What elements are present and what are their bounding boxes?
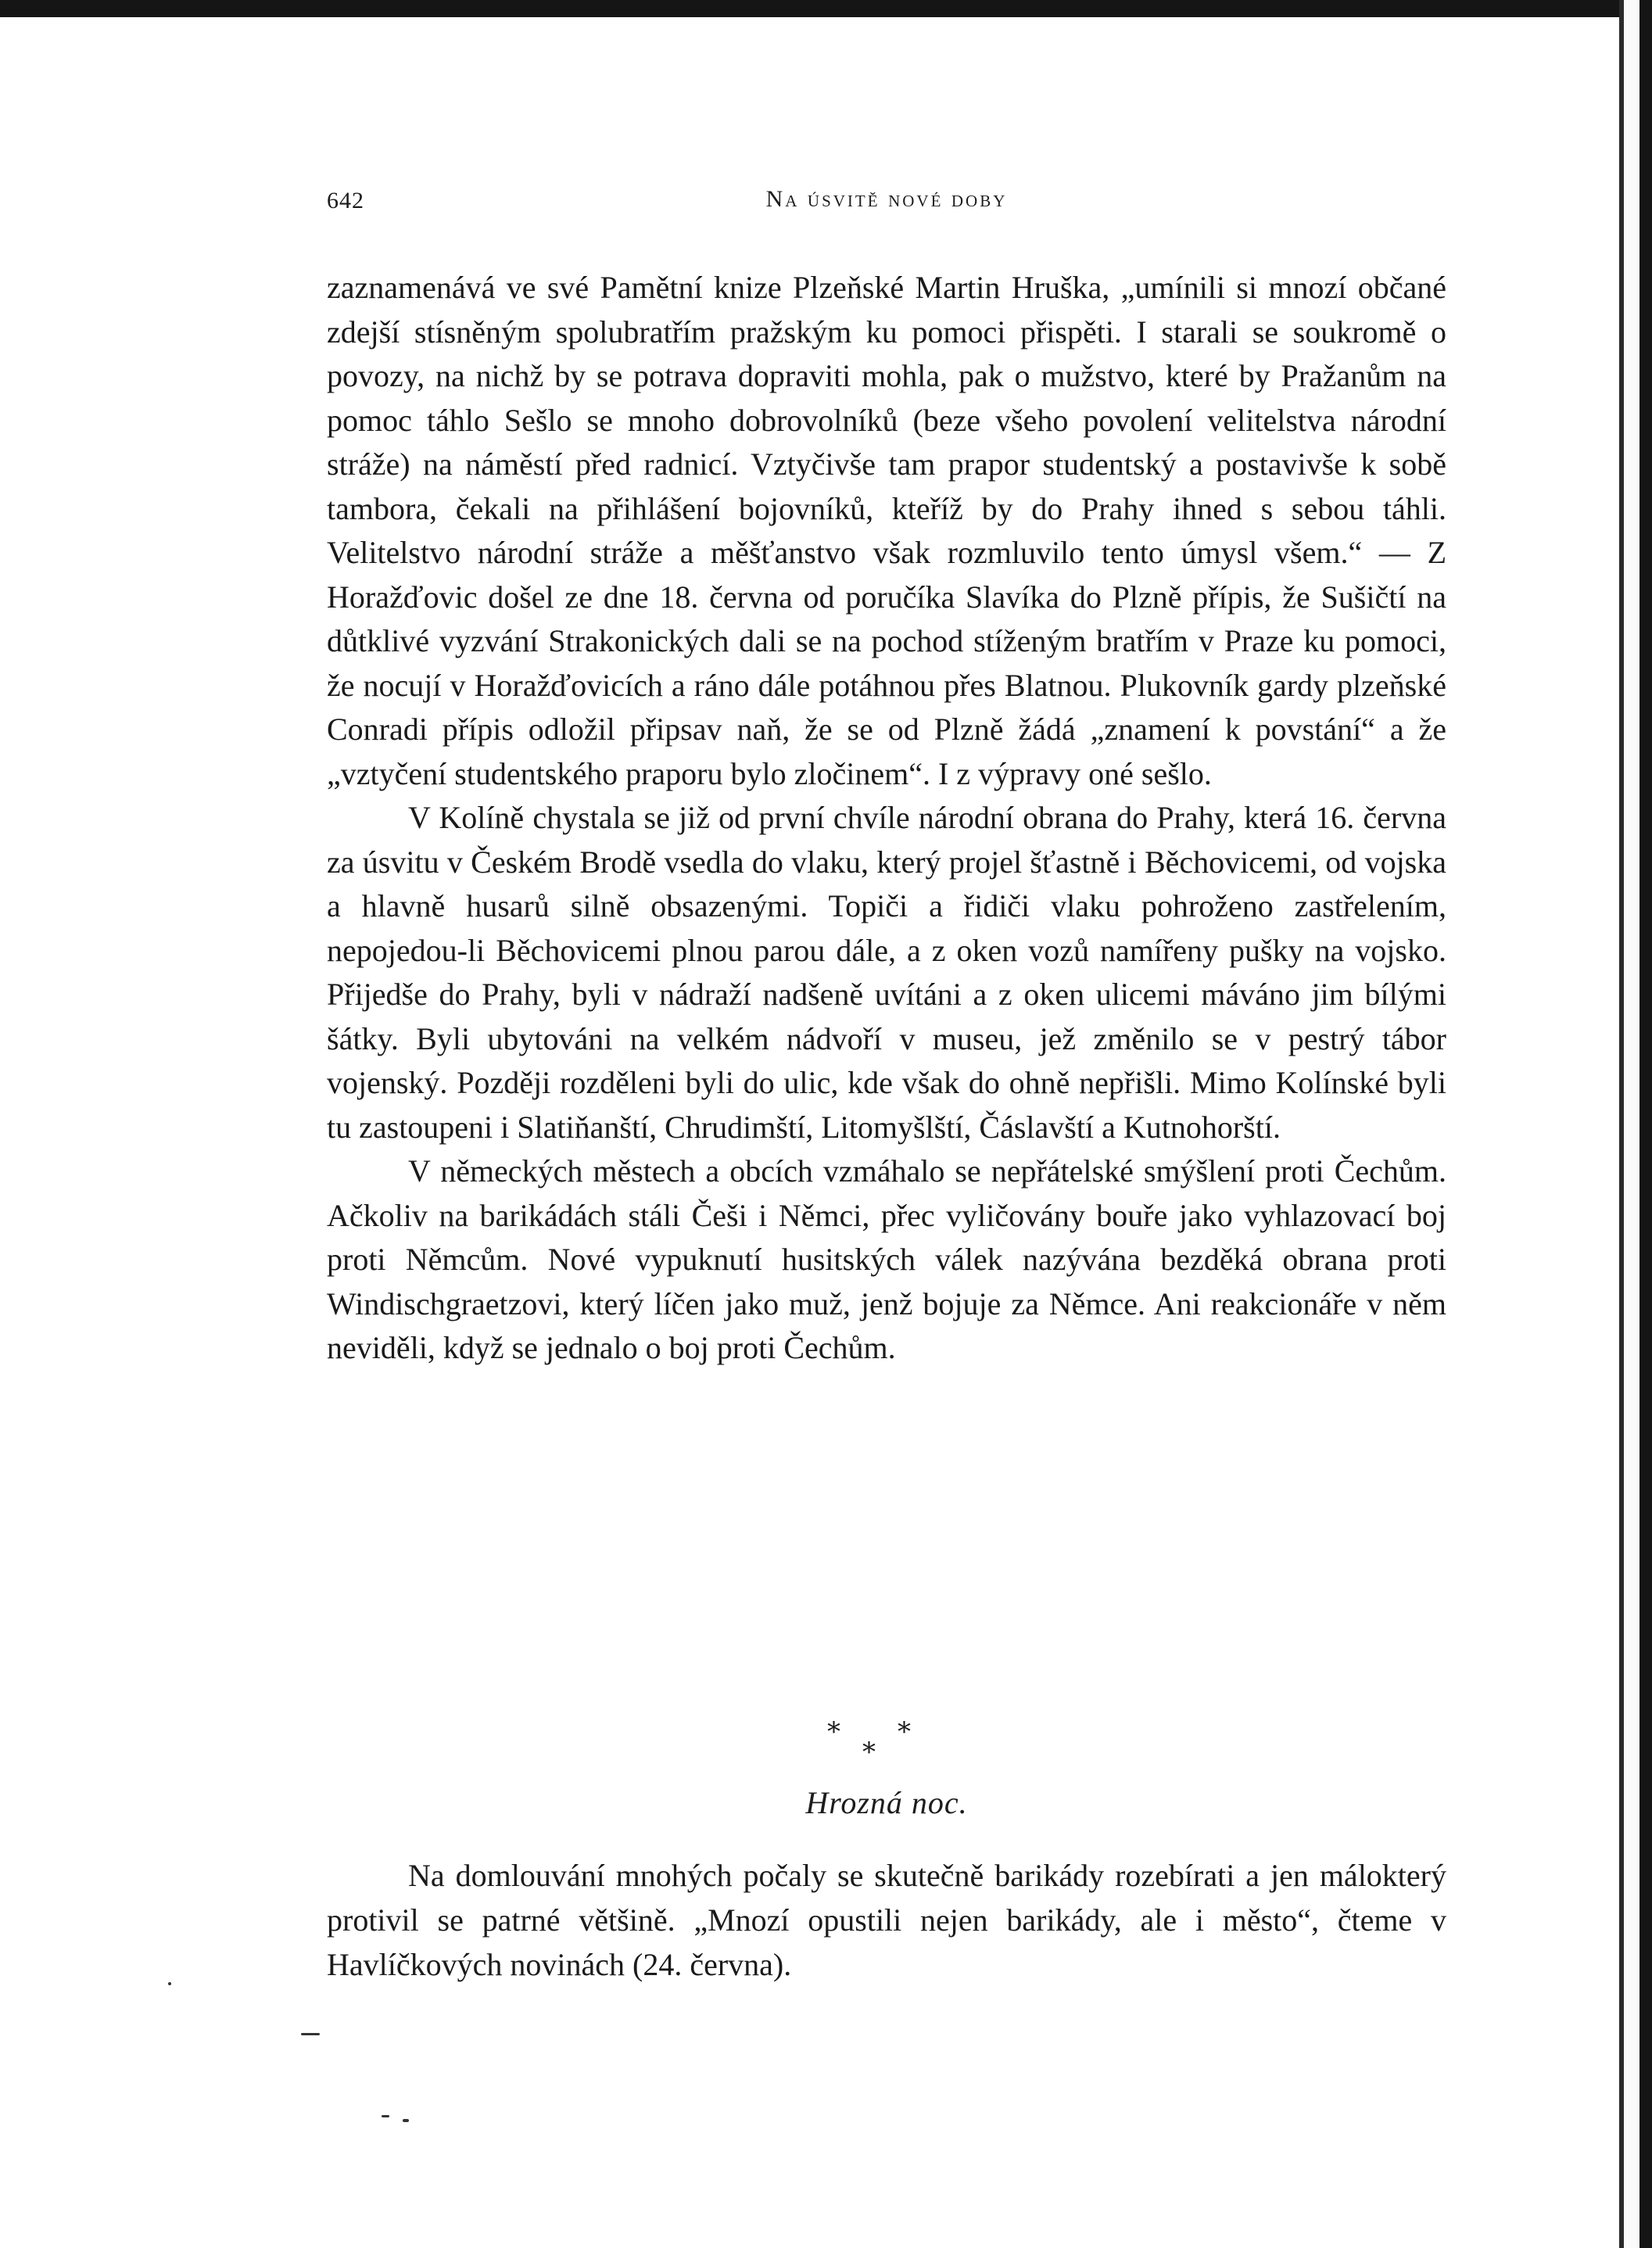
scan-gap-right [1624,0,1639,2248]
section-text [327,1853,1446,1987]
separator-star: * [862,1737,876,1768]
page-header [327,188,1446,227]
paragraph-2: V Kolíně chystala se již od první chvíle národní obrana do Prahy, která 16. června za úsvitu v Českém Brodě vsedla do vlaku, který projel šťastně i Běchovicemi, od vojska a hlavně husarů silně obsazenými. Topiči a řidiči vlaku pohroženo zastřelením, nepojedou-li Běchovicemi plnou parou dále, a z oken vozů namířeny pušky na vojsko. Přijedše do Prahy, byli v nádraží nadšeně uvítáni a z oken ulicemi máváno jim bílými šátky. Byli ubytováni na velkém nádvoří v museu, jež změnilo se v pestrý tábor vojenský. Později rozděleni byli do ulic, kde však do ohně nepřišli. Mimo Kolínské byli tu zastoupeni i Slatiňanští, Chrudimští, Litomyšlští, Čáslavští a Kutnohorští. [327,800,1446,1145]
main-text [327,266,1446,1371]
separator-star: * [898,1716,911,1748]
section-separator [805,1716,946,1768]
scan-edge-right-inner [1619,0,1624,2248]
scan-edge-top [0,0,1652,17]
running-title: Na úsvitě nové doby [765,186,1008,212]
page-number: 642 [327,188,364,213]
section-heading: Hrozná noc. [805,1785,968,1820]
paragraph-3: V německých městech a obcích vzmáhalo se nepřátelské smýšlení proti Čechům. Ačkoliv na barikádách stáli Češi i Němci, přec vyličovány bouře jako vyhlazovací boj proti Němcům. Nové vypuknutí husitských válek nazývána bezděká obrana proti Windischgraetzovi, který líčen jako muž, jenž bojuje za Němce. Ani reakcionáře v něm neviděli, když se jednalo o boj proti Čechům. [327,1153,1446,1365]
scan-speck [403,2119,409,2122]
scan-speck [382,2115,389,2117]
scan-speck [168,1982,171,1985]
scan-edge-right [1639,0,1652,2248]
scan-speck [301,2033,320,2035]
separator-star: * [827,1716,840,1748]
paragraph-1: zaznamenává ve své Pamětní knize Plzeňské Martin Hruška, „umínili si mnozí občané zdejší stísněným spolubratřím pražským ku pomoci přispěti. I starali se soukromě o povozy, na nichž by se potrava dopraviti mohla, pak o mužstvo, které by Pražanům na pomoc táhlo Sešlo se mnoho dobrovolníků (beze všeho povolení velitelstva národní stráže) na náměstí před radnicí. Vztyčivše tam prapor studentský a postavivše k sobě tambora, čekali na přihlášení bojovníků, kteříž by do Prahy ihned s sebou táhli. Velitelstvo národní stráže a měšťanstvo však rozmluvilo tento úmysl všem.“ — Z Horažďovic došel ze dne 18. června od poručíka Slavíka do Plzně přípis, že Sušičtí na důtklivé vyzvání Strakonických dali se na pochod stíženým bratřím v Praze ku pomoci, že nocují v Horažďovicích a ráno dále potáhnou přes Blatnou. Plukovník gardy plzeňské Conradi přípis odložil připsav naň, že se od Plzně žádá „znamení k povstání“ a že „vztyčení studentského praporu bylo zločinem“. I z výpravy oné sešlo. [327,270,1446,791]
section-paragraph-1: Na domlouvání mnohých počaly se skutečně barikády rozebírati a jen málokterý protivil se patrné většině. „Mnozí opustili nejen barikády, ale i město“, čteme v Havlíčkových novinách (24. června). [327,1858,1446,1982]
